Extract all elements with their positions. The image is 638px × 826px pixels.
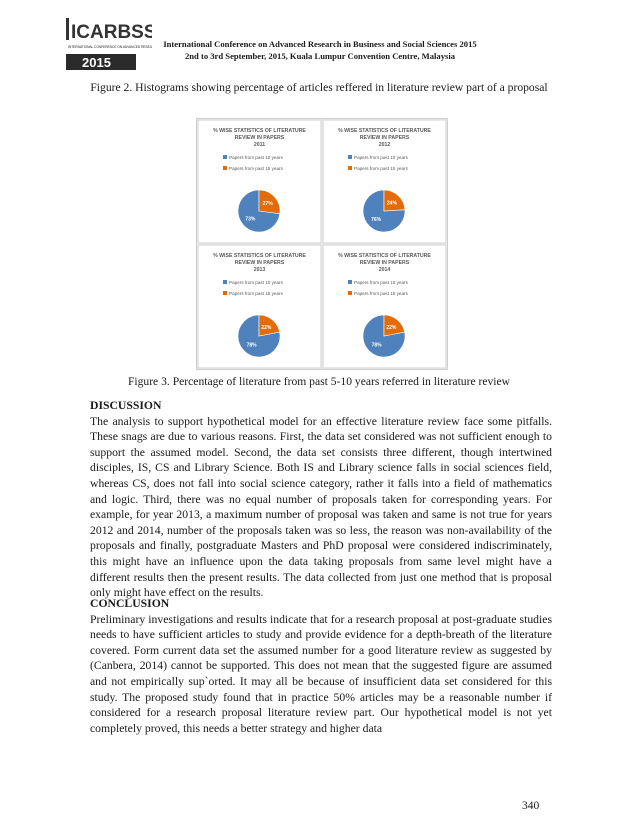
- legend-label: Papers from past 15 years: [229, 291, 283, 296]
- legend-swatch: [348, 166, 352, 170]
- legend-label: Papers from past 10 years: [229, 155, 283, 160]
- logo-year: 2015: [82, 55, 111, 70]
- chart-year: 2014: [378, 267, 391, 273]
- pie-chart-grid: [197, 119, 447, 369]
- legend-swatch: [223, 155, 227, 159]
- legend-swatch: [348, 155, 352, 159]
- header-line-1: International Conference on Advanced Research in Business and Social Sciences 2015: [163, 39, 477, 49]
- header-line-2: 2nd to 3rd September, 2015, Kuala Lumpur Convention Centre, Malaysia: [184, 51, 456, 61]
- pie-data-label: 76%: [371, 217, 382, 224]
- pie-chart-2013: [198, 245, 321, 368]
- pie-data-label: 22%: [386, 324, 397, 331]
- conclusion-body: Preliminary investigations and results indicate that for a research proposal at post-graduate studies needs to have sufficient articles to study and provide evidence for a depth-breath of the literature covered. Form current data set the assumed number for a good literature review as suggested by (Canbera, 2014) cannot be supported. This does not mean that the suggested figure are assumed and not empirically sup`orted. It may all be because of insufficient data set considered for this study. The proposed study found that in practice 50% articles may be a reasonable number if considered for a research proposal literature review part. Our hypothetical model is not yet completely proved, this needs a better strategy and higher data: [90, 612, 552, 735]
- discussion-heading: DISCUSSION: [90, 399, 162, 412]
- discussion-body: The analysis to support hypothetical model for an effective literature review face some pitfalls. These snags are due to various reasons. First, the data set considered was not sufficient enough to support the assumed model. Second, the data set consists three different, though intertwined disciples, IS, CS and Library Science. Both IS and Library science falls in social sciences field, whereas CS, does not fall into social science category, rather it falls into a field of mathematics and logic. Third, there was no equal number of proposals taken for corresponding years. For example, for year 2013, a maximum number of proposal was taken and same is not true for years 2012 and 2014, number of the proposals taken was so less, the reason was non-availability of the proposals and finally, postgraduate Masters and PhD proposal were considered indiscriminately, this might have an influence upon the data taking proposals from same level might have a different results then the present results. The data collected from just one method that is proposal only might have effect on the results.: [90, 414, 552, 600]
- pie-data-label: 73%: [245, 216, 256, 223]
- chart-title: % WISE STATISTICS OF LITERATURE: [213, 253, 306, 259]
- discussion-section: [90, 398, 552, 601]
- chart-title: REVIEW IN PAPERS: [234, 135, 285, 141]
- chart-title: % WISE STATISTICS OF LITERATURE: [338, 253, 431, 259]
- logo-text: ICARBSS: [71, 22, 152, 43]
- chart-title: REVIEW IN PAPERS: [359, 135, 410, 141]
- chart-title: % WISE STATISTICS OF LITERATURE: [213, 128, 306, 134]
- pie-chart-2011: [198, 120, 321, 243]
- legend-label: Papers from past 10 years: [354, 155, 408, 160]
- conclusion-section: [90, 596, 552, 736]
- legend-label: Papers from past 15 years: [354, 291, 408, 296]
- legend-swatch: [348, 280, 352, 284]
- chart-year: 2013: [253, 267, 266, 273]
- legend-swatch: [348, 291, 352, 295]
- chart-year: 2012: [378, 142, 391, 148]
- logo-subtitle: INTERNATIONAL CONFERENCE ON ADVANCED RESEA: [68, 45, 152, 49]
- legend-label: Papers from past 10 years: [354, 280, 408, 285]
- pie-chart-2014: [323, 245, 446, 368]
- running-header: [150, 38, 490, 62]
- chart-year: 2011: [253, 142, 266, 148]
- figure-3-caption: Figure 3. Percentage of literature from past 5-10 years referred in literature review: [127, 375, 511, 388]
- conclusion-heading: CONCLUSION: [90, 597, 170, 610]
- chart-title: REVIEW IN PAPERS: [359, 260, 410, 266]
- pie-data-label: 24%: [386, 200, 397, 207]
- legend-swatch: [223, 166, 227, 170]
- legend-label: Papers from past 15 years: [229, 166, 283, 171]
- chart-title: REVIEW IN PAPERS: [234, 260, 285, 266]
- pie-data-label: 78%: [246, 342, 257, 349]
- conference-logo: [62, 10, 152, 74]
- pie-data-label: 78%: [371, 342, 382, 349]
- figure-2-caption: Figure 2. Histograms showing percentage of articles reffered in literature review part of a proposal: [90, 81, 548, 94]
- legend-label: Papers from past 10 years: [229, 280, 283, 285]
- chart-title: % WISE STATISTICS OF LITERATURE: [338, 128, 431, 134]
- legend-swatch: [223, 280, 227, 284]
- pie-chart-2012: [323, 120, 446, 243]
- page-number: 340: [522, 800, 540, 812]
- legend-label: Papers from past 15 years: [354, 166, 408, 171]
- pie-chart-figure: [196, 118, 448, 370]
- pie-data-label: 22%: [261, 324, 272, 331]
- pie-data-label: 27%: [262, 201, 273, 208]
- legend-swatch: [223, 291, 227, 295]
